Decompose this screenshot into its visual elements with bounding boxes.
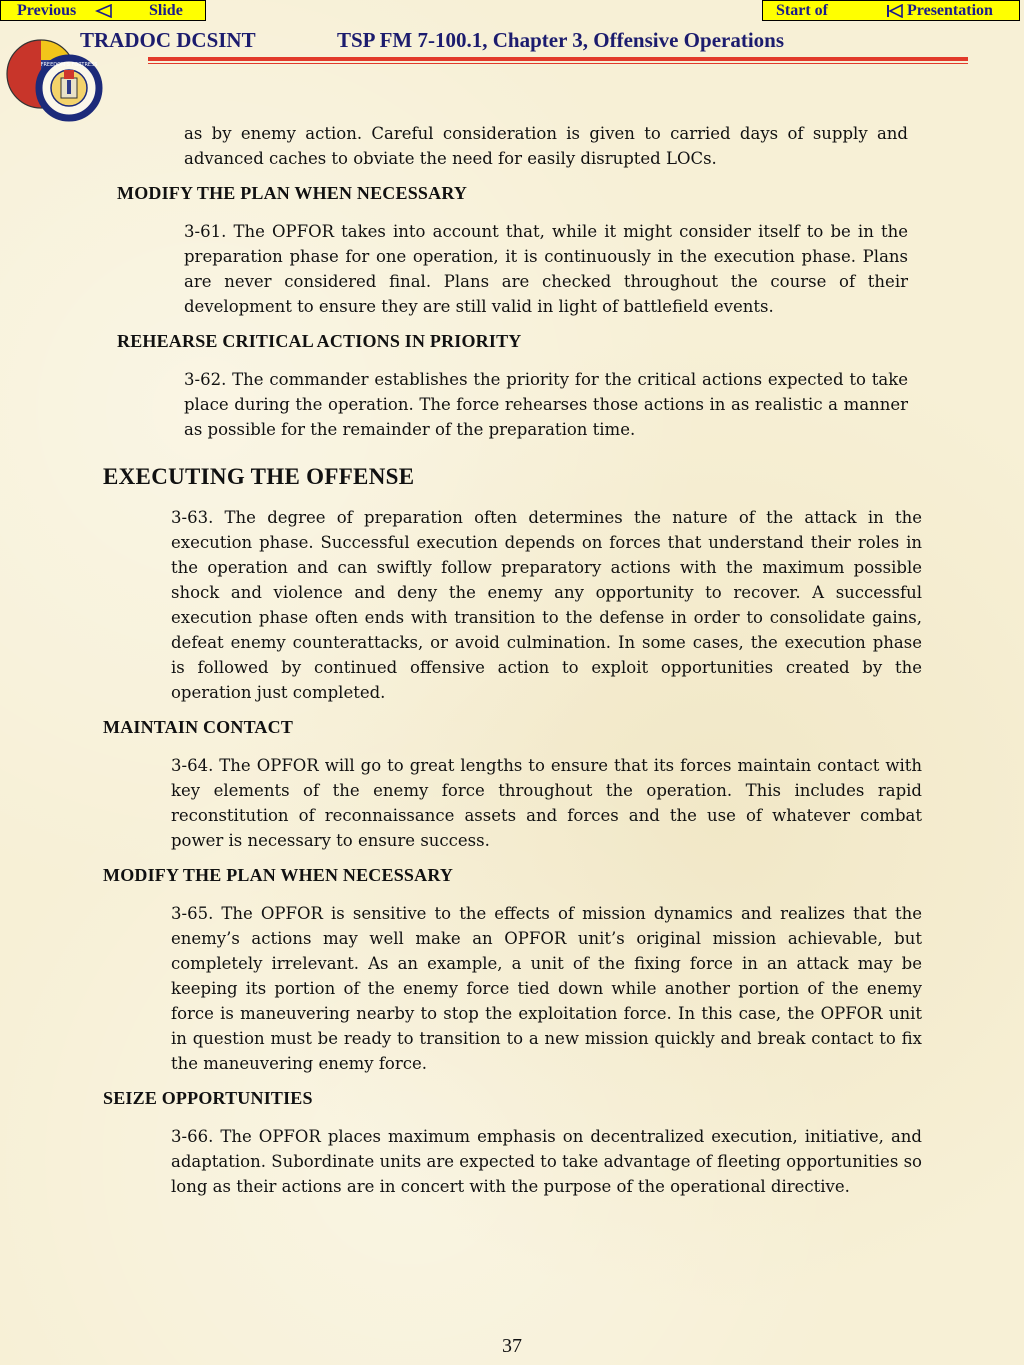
presentation-label: Presentation [907,2,993,19]
header-title: TSP FM 7-100.1, Chapter 3, Offensive Operations [337,28,785,52]
paragraph-3-66: 3-66. The OPFOR places maximum emphasis on decentralized execution, initiative, and adaptation. Subordinate units are expected to take advantage of fleeting opportunities so long as their actions are in concert with the purpose of the operational directive. [171,1127,922,1196]
start-of-presentation-button[interactable] [762,0,1020,21]
heading-modify-plan: MODIFY THE PLAN WHEN NECESSARY [117,183,468,203]
previous-label: Previous [17,2,77,19]
heading-executing-offense: EXECUTING THE OFFENSE [103,464,415,489]
heading-seize-opportunities: SEIZE OPPORTUNITIES [103,1088,313,1108]
paragraph-3-63: 3-63. The degree of preparation often determines the nature of the attack in the execution phase. Successful execution depends on forces that understand their roles in the operation and can swiftly follow preparatory actions with the maximum possible shock and violence and deny the enemy any opportunity to recover. A successful execution phase often ends with transition to the defense in order to consolidate gains, defeat enemy counterattacks, or avoid culmination. In some cases, the execution phase is followed by continued offensive action to exploit opportunities created by the operation just completed. [171,508,922,702]
page-number: 37 [502,1335,522,1357]
paragraph-3-65: 3-65. The OPFOR is sensitive to the effects of mission dynamics and realizes that the enemy’s actions may well make an OPFOR unit’s original mission achievable, but completely irrelevant. As an example, a unit of the fixing force in an attack may be keeping its portion of the enemy force tied down while another portion of the enemy force is maneuvering nearby to stop the exploitation force. In this case, the OPFOR unit in question must be ready to transition to a new mission quickly and break contact to fix the maneuvering enemy force. [171,904,922,1073]
heading-maintain-contact: MAINTAIN CONTACT [103,717,294,737]
header-rule [148,57,968,61]
header-org: TRADOC DCSINT [80,28,256,52]
heading-modify-plan-2: MODIFY THE PLAN WHEN NECESSARY [103,865,454,885]
start-of-label: Start of [776,2,828,19]
left-triangle-icon [95,4,113,18]
previous-slide-button[interactable] [0,0,206,21]
header-rule-thin [148,63,968,64]
heading-rehearse: REHEARSE CRITICAL ACTIONS IN PRIORITY [117,331,522,351]
paragraph-3-61: 3-61. The OPFOR takes into account that, while it might consider itself to be in the preparation phase for one operation, it is continuously in the execution phase. Plans are never considered final. Plans are checked throughout the course of their development to ensure they are still valid in light of battlefield events. [184,222,908,316]
paragraph-3-64: 3-64. The OPFOR will go to great lengths to ensure that its forces maintain contact with key elements of the enemy force throughout the operation. This includes rapid reconstitution of reconnaissance assets and forces and the use of whatever combat power is necessary to ensure success. [171,756,922,850]
slide-label: Slide [149,2,183,19]
paragraph-3-62: 3-62. The commander establishes the priority for the critical actions expected to take place during the operation. The force rehearses those actions in as realistic a manner as possible for the remainder of the preparation time. [184,370,908,439]
first-slide-icon [886,4,904,18]
paragraph-intro: as by enemy action. Careful consideration is given to carried days of supply and advanced caches to obviate the need for easily disrupted LOCs. [184,124,908,168]
logo-text: FREEDOM'S FORTRESS [40,62,98,68]
